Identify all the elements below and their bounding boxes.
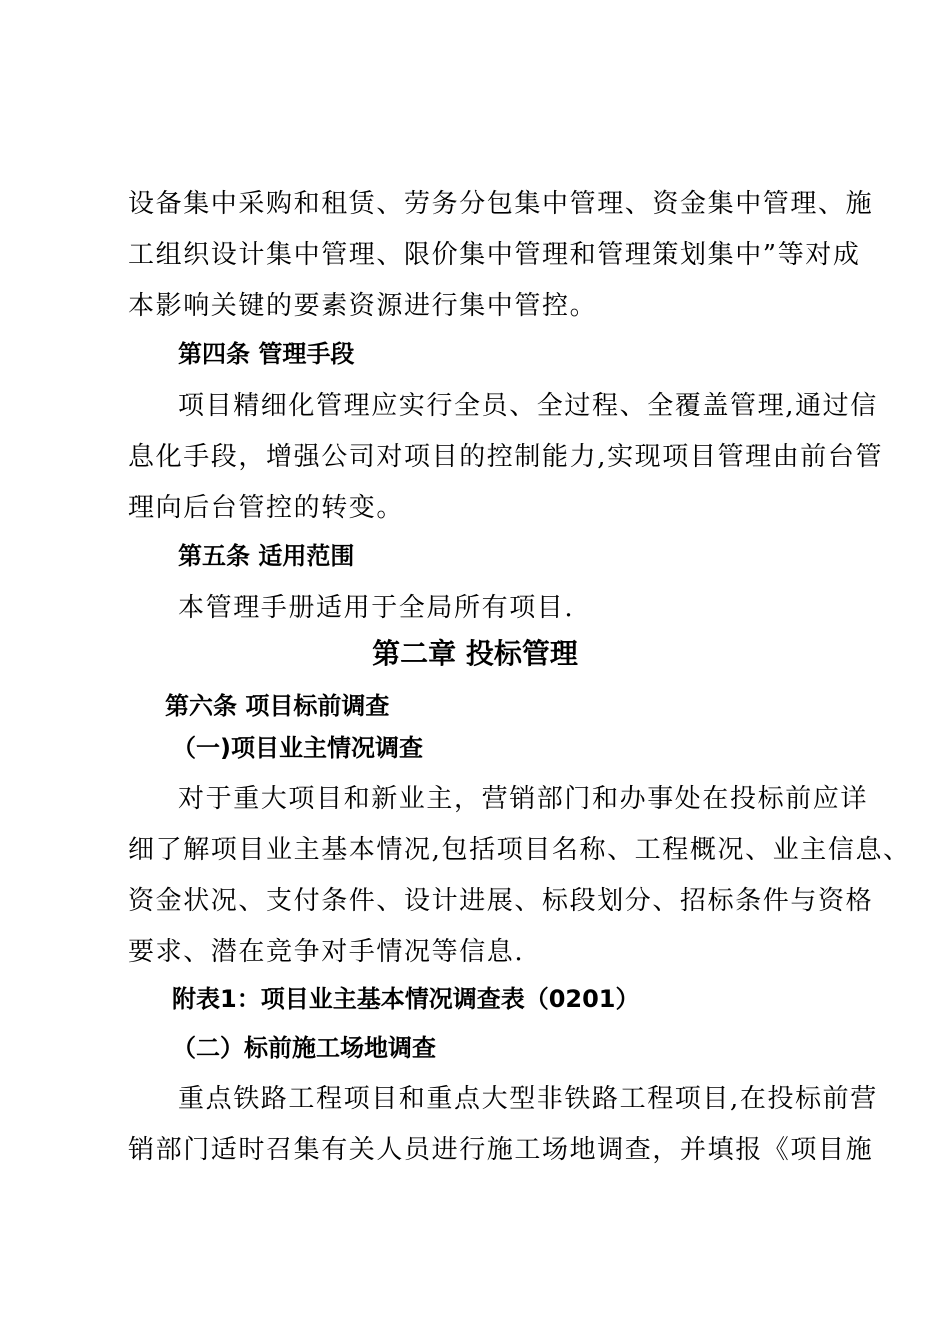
article-heading: 第五条 适用范围 [178, 542, 355, 570]
paragraph-line: 理向后台管控的转变。 [128, 493, 405, 523]
paragraph-line: 销部门适时召集有关人员进行施工场地调查，并填报《项目施 [128, 1135, 874, 1165]
paragraph-line: 本影响关键的要素资源进行集中管控。 [128, 291, 598, 321]
section-heading: （二）标前施工场地调查 [172, 1034, 436, 1062]
paragraph-line: 要求、潜在竞争对手情况等信息. [128, 937, 525, 967]
paragraph-line: 设备集中采购和租赁、劳务分包集中管理、资金集中管理、施 [128, 189, 874, 219]
article-heading: 第六条 项目标前调查 [165, 692, 390, 720]
chapter-title: 第二章 投标管理 [372, 637, 578, 670]
paragraph-line: 工组织设计集中管理、限价集中管理和管理策划集中”等对成 [128, 240, 861, 270]
paragraph-line: 本管理手册适用于全局所有项目. [178, 593, 575, 623]
paragraph-line: 重点铁路工程项目和重点大型非铁路工程项目,在投标前营 [178, 1084, 878, 1114]
paragraph-line: 对于重大项目和新业主，营销部门和办事处在投标前应详 [178, 784, 869, 814]
paragraph-line: 细了解项目业主基本情况,包括项目名称、工程概况、业主信息、 [128, 835, 911, 865]
paragraph-line: 资金状况、支付条件、设计进展、标段划分、招标条件与资格 [128, 886, 874, 916]
paragraph-line: 项目精细化管理应实行全员、全过程、全覆盖管理,通过信 [178, 391, 878, 421]
article-heading: 第四条 管理手段 [178, 340, 355, 368]
attachment-reference: 附表1：项目业主基本情况调查表（0201） [172, 985, 640, 1013]
paragraph-line: 息化手段，增强公司对项目的控制能力,实现项目管理由前台管 [128, 442, 884, 472]
section-heading: （一)项目业主情况调查 [172, 734, 423, 762]
